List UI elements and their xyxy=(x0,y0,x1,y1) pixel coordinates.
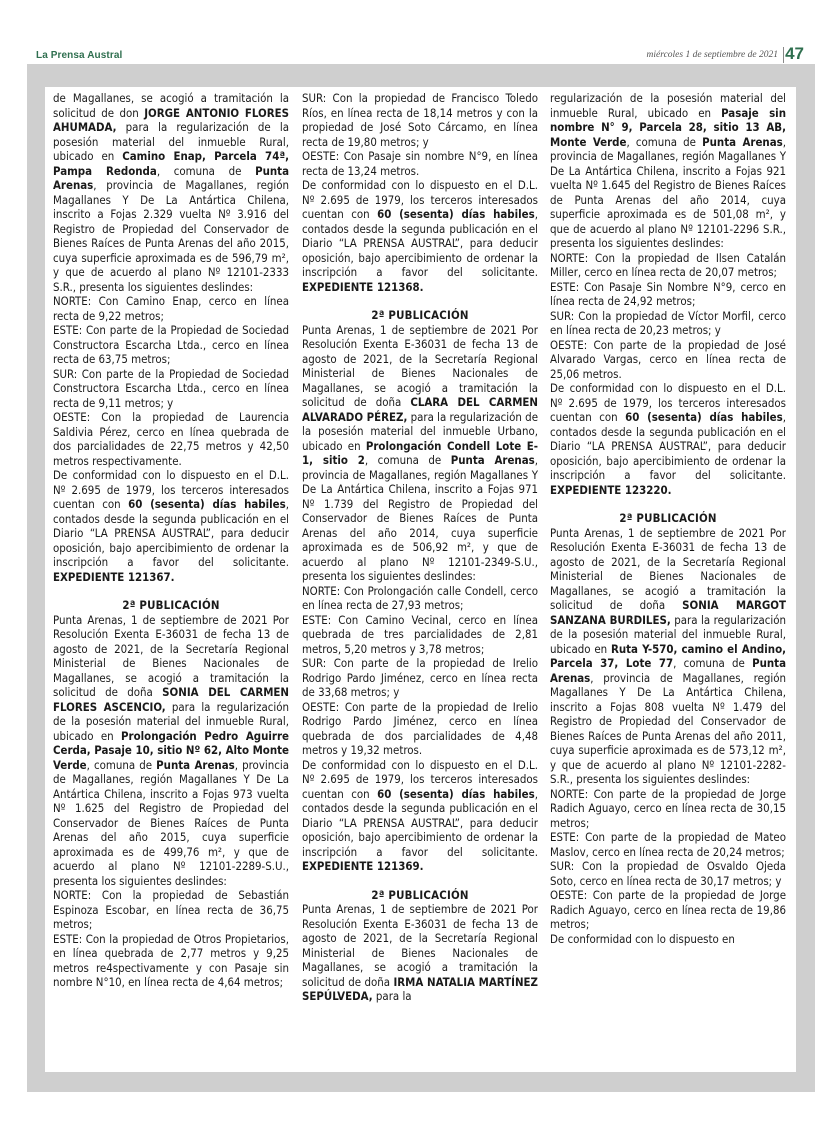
column-1 xyxy=(53,91,289,990)
text-run: 2ª PUBLICACIÓN xyxy=(122,598,220,612)
notice-paragraph xyxy=(302,149,538,178)
notice-paragraph xyxy=(550,91,786,251)
notice-paragraph xyxy=(550,859,786,888)
bold-text: EXPEDIENTE 123220. xyxy=(550,482,672,497)
text-run: De conformidad con lo dispuesto en xyxy=(550,931,735,946)
notice-paragraph xyxy=(53,410,289,468)
bold-text: Punta Arenas xyxy=(550,656,786,685)
notice-paragraph xyxy=(550,830,786,859)
text-run: , contados desde la segunda publicación en el Diario “LA PRENSA AUSTRAL”, para deducir oposición, bajo apercibimiento de ordenar la inscripción a favor del solicitante. xyxy=(550,410,786,482)
text-run: , provincia de Magallanes, región Magallanes Y De La Antártica Chilena, inscrito a Fojas 808 vuelta Nº 1.479 del Registro de Propiedad del Conservador de Bienes Raíces de Punta Arenas del año 2011, cuya superficie aproximada es de 573,12 m², y que de acuerdo al plano Nº 12101-2282-S.R., presenta los siguientes deslindes: xyxy=(550,670,786,786)
text-run: de Magallanes, se acogió a tramitación la solicitud de don xyxy=(53,91,289,120)
column-3 xyxy=(550,91,786,946)
text-run: , provincia de Magallanes, región Magallanes Y De La Antártica Chilena, inscrito a Fojas 2.329 vuelta Nº 3.916 del Registro de Propiedad del Conservador de Bienes Raíces de Punta Arenas del año 2015, cuya superficie aproximada es de 596,79 m², y que de acuerdo al plano Nº 12101-2333 S.R., presenta los siguientes deslindes: xyxy=(53,178,289,294)
bold-text: 60 (sesenta) días habiles xyxy=(377,207,535,221)
bold-text: IRMA NATALIA MARTÍNEZ SEPÚLVEDA, xyxy=(302,974,538,1003)
text-run: Punta Arenas, 1 de septiembre de 2021 Por Resolución Exenta E-36031 de fecha 13 de agosto de 2021, de la Secretaría Regional Ministerial de Bienes Nacionales de Magallanes, se acogió a tramitación la solicitud de doña xyxy=(550,525,786,612)
bold-text: Punta Arenas xyxy=(53,163,289,192)
bold-text: Ruta Y-570, camino el Andino, Parcela 37, Lote 77 xyxy=(550,641,787,670)
publication-heading xyxy=(302,308,538,323)
notice-paragraph xyxy=(550,787,786,831)
text-run: , contados desde la segunda publicación en el Diario “LA PRENSA AUSTRAL”, para deducir oposición, bajo apercibimiento de ordenar la inscripción a favor del solicitante. xyxy=(53,497,289,569)
bold-text: SONIA MARGOT SANZANA BURDILES, xyxy=(550,598,787,627)
text-run: , contados desde la segunda publicación en el Diario “LA PRENSA AUSTRAL”, para deducir oposición, bajo apercibimiento de ordenar la inscripción a favor del solicitante. xyxy=(302,207,538,279)
text-run: De conformidad con lo dispuesto en el D.L. Nº 2.695 de 1979, los terceros interesados cuentan con xyxy=(550,381,786,424)
text-run: OESTE: Con parte de la propiedad de Irelio Rodrigo Pardo Jiménez, cerco en línea quebrada de dos parcialidades de 4,48 metros y 19,32 metros. xyxy=(302,699,538,757)
publication-heading xyxy=(53,598,289,613)
notice-panel xyxy=(45,87,796,1072)
notice-paragraph xyxy=(302,902,538,1004)
bold-text: JORGE ANTONIO FLORES AHUMADA, xyxy=(53,105,289,134)
notice-paragraph xyxy=(550,526,786,787)
notice-paragraph xyxy=(302,323,538,584)
text-run: , comuna de xyxy=(156,163,256,178)
text-run: , comuna de xyxy=(364,453,451,467)
text-run: De conformidad con lo dispuesto en el D.L. Nº 2.695 de 1979, los terceros interesados cuentan con xyxy=(53,468,289,511)
notice-paragraph xyxy=(550,251,786,280)
text-run: De conformidad con lo dispuesto en el D.L. Nº 2.695 de 1979, los terceros interesados cuentan con xyxy=(302,178,538,221)
notice-paragraph xyxy=(302,584,538,613)
notice-paragraph xyxy=(550,280,786,309)
text-run: NORTE: Con parte de la propiedad de Jorge Radich Aguayo, cerco en línea recta de 30,15 metros; xyxy=(550,786,786,830)
notice-paragraph xyxy=(53,294,289,323)
masthead: La Prensa Austral xyxy=(36,50,123,61)
text-run: , contados desde la segunda publicación en el Diario “LA PRENSA AUSTRAL”, para deducir oposición, bajo apercibimiento de ordenar la inscripción a favor del solicitante. xyxy=(302,786,538,859)
notice-paragraph xyxy=(302,758,538,874)
text-run: SUR: Con la propiedad de Osvaldo Ojeda Soto, cerco en línea recta de 30,17 metros; y xyxy=(550,859,786,888)
bold-text: Prolongación Condell Lote E-1, sitio 2 xyxy=(302,438,538,467)
text-run: NORTE: Con la propiedad de Ilsen Catalán Miller, cerco en línea recta de 20,07 metros; xyxy=(550,250,786,279)
bold-text: Pasaje sin nombre N° 9, Parcela 28, sitio 13 AB, Monte Verde xyxy=(550,105,786,149)
text-run: SUR: Con la propiedad de Francisco Toledo Ríos, en línea recta de 18,14 metros y con la propiedad de José Soto Cárcamo, en línea recta de 19,80 metros; y xyxy=(302,91,538,149)
notice-paragraph xyxy=(302,700,538,758)
bold-text: 60 (sesenta) días habiles xyxy=(625,410,783,424)
notice-paragraph xyxy=(550,381,786,497)
text-run: NORTE: Con Camino Enap, cerco en línea recta de 9,22 metros; xyxy=(53,294,289,323)
bold-text: EXPEDIENTE 121368. xyxy=(302,279,424,294)
text-run: ESTE: Con parte de la Propiedad de Sociedad Constructora Escarcha Ltda., cerco en línea recta de 63,75 metros; xyxy=(53,323,289,366)
text-run: NORTE: Con la propiedad de Sebastián Espinoza Escobar, en línea recta de 36,75 metros; xyxy=(53,888,289,931)
text-run: , provincia de Magallanes, región Magallanes Y De La Antártica Chilena, inscrito a Fojas 973 vuelta Nº 1.625 del Registro de Propiedad del Conservador de Bienes Raíces de Punta Arenas del año 2015, cuya superficie aproximada es de 499,76 m², y que de acuerdo al plano Nº 12101-2289-S.U., presenta los siguientes deslindes: xyxy=(53,757,289,888)
text-run: para la regularización de la posesión material del inmueble Rural, ubicado en xyxy=(53,120,289,163)
notice-paragraph xyxy=(550,932,786,947)
text-run: 2ª PUBLICACIÓN xyxy=(619,511,717,525)
notice-paragraph xyxy=(550,338,786,382)
bold-text: SONIA DEL CARMEN FLORES ASCENCIO, xyxy=(53,685,290,714)
text-run: ESTE: Con Camino Vecinal, cerco en línea quebrada de tres parcialidades de 2,81 metros, 5,20 metros y 3,78 metros; xyxy=(302,612,538,656)
notice-paragraph xyxy=(302,656,538,700)
text-run: Punta Arenas, 1 de septiembre de 2021 Por Resolución Exenta E-36031 de fecha 13 de agosto de 2021, de la Secretaría Regional Ministerial de Bienes Nacionales de Magallanes, se acogió a tramitación la solicitud de doña xyxy=(53,612,289,699)
bold-text: Camino Enap, Parcela 74ª, Pampa Redonda xyxy=(53,149,289,178)
notice-paragraph xyxy=(550,309,786,338)
text-run: ESTE: Con parte de la propiedad de Mateo Maslov, cerco en línea recta de 20,24 metros; xyxy=(550,830,786,859)
bold-text: EXPEDIENTE 121369. xyxy=(302,859,424,873)
text-run: , provincia de Magallanes, región Magallanes Y De La Antártica Chilena, inscrito a Fojas 921 vuelta Nº 1.645 del Registro de Bienes Raíces de Punta Arenas del año 2014, cuya superficie aproximada es de 501,08 m², y que de acuerdo al plano Nº 12101-2296 S.R., presenta los siguientes deslindes: xyxy=(550,134,786,250)
text-run: SUR: Con la propiedad de Víctor Morfil, cerco en línea recta de 20,23 metros; y xyxy=(550,308,786,337)
text-run: Punta Arenas, 1 de septiembre de 2021 Por Resolución Exenta E-36031 de fecha 13 de agosto de 2021, de la Secretaría Regional Ministerial de Bienes Nacionales de Magallanes, se acogió a tramitación la solicitud de doña xyxy=(302,322,538,409)
text-run: OESTE: Con parte de la propiedad de Jorge Radich Aguayo, cerco en línea recta de 19,86 metros; xyxy=(550,888,786,931)
text-run: NORTE: Con Prolongación calle Condell, cerco en línea recta de 27,93 metros; xyxy=(302,583,538,612)
bold-text: CLARA DEL CARMEN ALVARADO PÉREZ, xyxy=(302,395,538,424)
notice-paragraph xyxy=(53,468,289,584)
text-run: ESTE: Con la propiedad de Otros Propietarios, en línea quebrada de 2,77 metros y 9,25 metros re4spectivamente y con Pasaje sin nombre N°10, en línea recta de 4,64 metros; xyxy=(53,931,289,989)
notice-paragraph xyxy=(302,178,538,294)
notice-paragraph xyxy=(53,932,289,990)
text-run: para la regularización de la posesión material del inmueble Urbano, ubicado en xyxy=(302,409,538,453)
column-2 xyxy=(302,91,538,1004)
text-run: para la xyxy=(372,989,412,1003)
text-run: para la regularización de la posesión material del inmueble Rural, ubicado en xyxy=(53,699,289,743)
notice-paragraph xyxy=(53,91,289,294)
text-run: , provincia de Magallanes, región Magallanes Y De La Antártica Chilena, inscrito a Fojas 971 Nº 1.739 del Registro de Propiedad del Conservador de Bienes Raíces de Punta Arenas del año 2014, cuya superficie aproximada es de 506,92 m², y que de acuerdo al plano Nº 12101-2349-S.U., presenta los siguientes deslindes: xyxy=(302,453,538,583)
bold-text: 60 (sesenta) días habiles xyxy=(377,786,535,801)
text-run: , comuna de xyxy=(86,757,157,772)
notice-paragraph xyxy=(53,888,289,932)
publication-heading xyxy=(302,888,538,903)
page-number: 47 xyxy=(785,44,804,63)
notice-paragraph xyxy=(550,888,786,932)
bold-text: Prolongación Pedro Aguirre Cerda, Pasaje 10, sitio Nº 62, Alto Monte Verde xyxy=(53,728,289,772)
header-divider xyxy=(783,47,784,63)
text-run: regularización de la posesión material del inmueble Rural, ubicado en xyxy=(550,91,786,120)
text-run: SUR: Con parte de la Propiedad de Sociedad Constructora Escarcha Ltda., cerco en línea recta de 9,11 metros; y xyxy=(53,366,289,410)
text-run: OESTE: Con Pasaje sin nombre N°9, en línea recta de 13,24 metros. xyxy=(302,149,538,178)
bold-text: Punta Arenas xyxy=(450,453,535,467)
notice-paragraph xyxy=(53,323,289,367)
text-run: 2ª PUBLICACIÓN xyxy=(371,887,469,902)
text-run: , comuna de xyxy=(673,656,753,670)
bold-text: Punta Arenas xyxy=(156,757,235,772)
text-run: De conformidad con lo dispuesto en el D.L. Nº 2.695 de 1979, los terceros interesados cuentan con xyxy=(302,757,538,801)
bold-text: Punta Arenas xyxy=(702,134,783,149)
notice-paragraph xyxy=(53,367,289,411)
notice-paragraph xyxy=(302,613,538,657)
notice-paragraph xyxy=(53,613,289,889)
text-run: OESTE: Con parte de la propiedad de José Alvarado Vargas, cerco en línea recta de 25,06 metros. xyxy=(550,337,786,381)
text-run: 2ª PUBLICACIÓN xyxy=(371,308,469,322)
page-header xyxy=(0,0,838,70)
bold-text: 60 (sesenta) días habiles xyxy=(128,497,286,511)
text-run: Punta Arenas, 1 de septiembre de 2021 Por Resolución Exenta E-36031 de fecha 13 de agosto de 2021, de la Secretaría Regional Ministerial de Bienes Nacionales de Magallanes, se acogió a tramitación la solicitud de doña xyxy=(302,902,538,989)
text-run: para la regularización de la posesión material del inmueble Rural, ubicado en xyxy=(550,612,786,656)
publication-date: miércoles 1 de septiembre de 2021 xyxy=(646,50,778,60)
publication-heading xyxy=(550,511,786,526)
bold-text: EXPEDIENTE 121367. xyxy=(53,569,175,584)
text-run: OESTE: Con la propiedad de Laurencia Saldivia Pérez, cerco en línea quebrada de dos parcialidades de 22,75 metros y 42,50 metros respectivamente. xyxy=(53,410,289,468)
notice-paragraph xyxy=(302,91,538,149)
text-run: SUR: Con parte de la propiedad de Irelio Rodrigo Pardo Jiménez, cerco en línea recta de 33,68 metros; y xyxy=(302,656,538,699)
text-run: ESTE: Con Pasaje Sin Nombre N°9, cerco en línea recta de 24,92 metros; xyxy=(550,279,786,308)
text-run: , comuna de xyxy=(626,134,703,149)
